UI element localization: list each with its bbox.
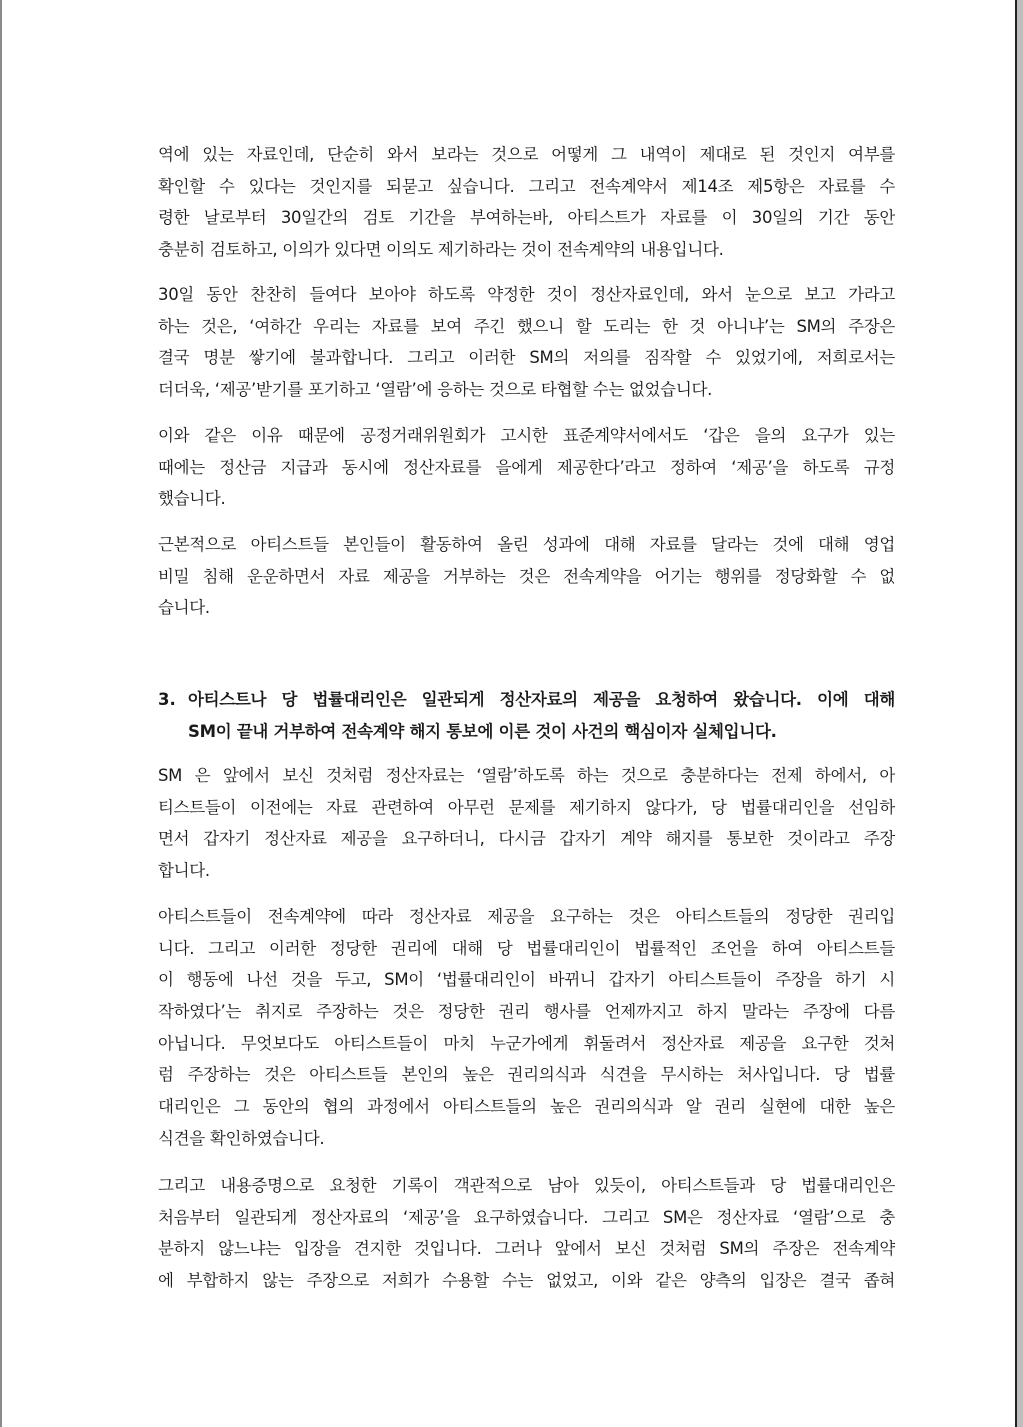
text-line: 대리인은 그 동안의 협의 과정에서 아티스트들의 높은 권리의식과 알 권리 실현에 대한 높은 — [158, 1097, 895, 1117]
text-line: 충분히 검토하고, 이의가 있다면 이의도 제기하라는 것이 전속계약의 내용입니다. — [158, 240, 724, 260]
text-line: 니다. 그리고 이러한 정당한 권리에 대해 당 법률대리인이 법률적인 조언을 하여 아티스트들 — [158, 938, 895, 958]
text-line: 처음부터 일관되게 정산자료의 ‘제공’을 요구하였습니다. 그리고 SM은 정산자료 ‘열람’으로 충 — [158, 1207, 895, 1227]
text-line: 이와 같은 이유 때문에 공정거래위원회가 고시한 표준계약서에서도 ‘갑은 을의 요구가 있는 — [158, 426, 895, 445]
text-line: 때에는 정산금 지급과 동시에 정산자료를 을에게 제공한다’라고 정하여 ‘제공’을 하도록 규정 — [158, 457, 895, 477]
section-paragraph-2 — [158, 901, 895, 1155]
paragraph-2 — [158, 279, 895, 406]
paragraph-1 — [158, 139, 895, 266]
text-line: 럼 주장하는 것은 아티스트들 본인의 높은 권리의식과 식견을 무시하는 처사입니다. 당 법률 — [158, 1065, 895, 1085]
text-line: 결국 명분 쌓기에 불과합니다. 그리고 이러한 SM의 저의를 짐작할 수 있었기에, 저희로서는 — [158, 348, 895, 368]
text-line: 더더욱, ‘제공’받기를 포기하고 ‘열람’에 응하는 것으로 타협할 수는 없었습니다. — [158, 380, 713, 400]
text-line: 근본적으로 아티스트들 본인들이 활동하여 올린 성과에 대해 자료를 달라는 것에 대해 영업 — [158, 535, 895, 554]
text-line: 식견을 확인하였습니다. — [158, 1128, 325, 1148]
text-line: 아티스트들이 전속계약에 따라 정산자료 제공을 요구하는 것은 아티스트들의 정당한 권리입 — [158, 907, 895, 926]
text-line: 습니다. — [158, 598, 210, 618]
text-line: 이 행동에 나선 것을 두고, SM이 ‘법률대리인이 바뀌니 갑자기 아티스트들이 주장을 하기 시 — [158, 970, 895, 990]
text-line: 그리고 내용증명으로 요청한 기록이 객관적으로 남아 있듯이, 아티스트들과 당 법률대리인은 — [158, 1176, 895, 1195]
document-page — [158, 0, 895, 1427]
text-line: 확인할 수 있다는 것인지를 되묻고 싶습니다. 그리고 전속계약서 제14조 제5항은 자료를 수 — [158, 176, 895, 196]
text-line: 에 부합하지 않는 주장으로 저희가 수용할 수는 없었고, 이와 같은 양측의 입장은 결국 좁혀 — [158, 1271, 895, 1291]
heading-line: 아티스트나 당 법률대리인은 일관되게 정산자료의 제공을 요청하여 왔습니다. 이에 대해 — [188, 690, 895, 709]
paragraph-4 — [158, 529, 895, 624]
text-line: 30일 동안 찬찬히 들여다 보아야 하도록 약정한 것이 정산자료인데, 와서 눈으로 보고 가라고 — [158, 285, 895, 304]
text-line: 합니다. — [158, 861, 210, 881]
text-line: 했습니다. — [158, 489, 226, 509]
text-line: 아닙니다. 무엇보다도 아티스트들이 마치 누군가에게 휘둘려서 정산자료 제공을 요구한 것처 — [158, 1033, 895, 1053]
section-heading — [158, 684, 895, 747]
section-paragraph-3 — [158, 1170, 895, 1297]
text-line: 면서 갑자기 정산자료 제공을 요구하더니, 다시금 갑자기 계약 해지를 통보한 것이라고 주장 — [158, 829, 895, 849]
text-line: 작하였다’는 취지로 주장하는 것은 정당한 권리 행사를 언제까지고 하지 말라는 주장에 다름 — [158, 1002, 895, 1022]
heading-line: SM이 끝내 거부하여 전속계약 해지 통보에 이른 것이 사건의 핵심이자 실체입니다. — [188, 721, 777, 741]
text-line: 하는 것은, ‘여하간 우리는 자료를 보여 주긴 했으니 할 도리는 한 것 아니냐’는 SM의 주장은 — [158, 316, 895, 336]
text-line: 역에 있는 자료인데, 단순히 와서 보라는 것으로 어떻게 그 내역이 제대로 된 것인지 여부를 — [158, 145, 895, 164]
text-line: 비밀 침해 운운하면서 자료 제공을 거부하는 것은 전속계약을 어기는 행위를 정당화할 수 없 — [158, 566, 895, 586]
text-line: 분하지 않느냐는 입장을 견지한 것입니다. 그러나 앞에서 보신 것처럼 SM의 주장은 전속계약 — [158, 1239, 895, 1259]
text-line: SM 은 앞에서 보신 것처럼 정산자료는 ‘열람’하도록 하는 것으로 충분하다는 전제 하에서, 아 — [158, 766, 895, 785]
paragraph-3 — [158, 420, 895, 515]
section-paragraph-1 — [158, 760, 895, 887]
text-line: 티스트들이 이전에는 자료 관련하여 아무런 문제를 제기하지 않다가, 당 법률대리인을 선임하 — [158, 797, 895, 817]
page-shadow — [1017, 0, 1023, 1427]
section-number: 3. — [158, 690, 176, 709]
text-line: 령한 날로부터 30일간의 검토 기간을 부여하는바, 아티스트가 자료를 이 30일의 기간 동안 — [158, 208, 895, 228]
page-left-border — [0, 0, 2, 1427]
